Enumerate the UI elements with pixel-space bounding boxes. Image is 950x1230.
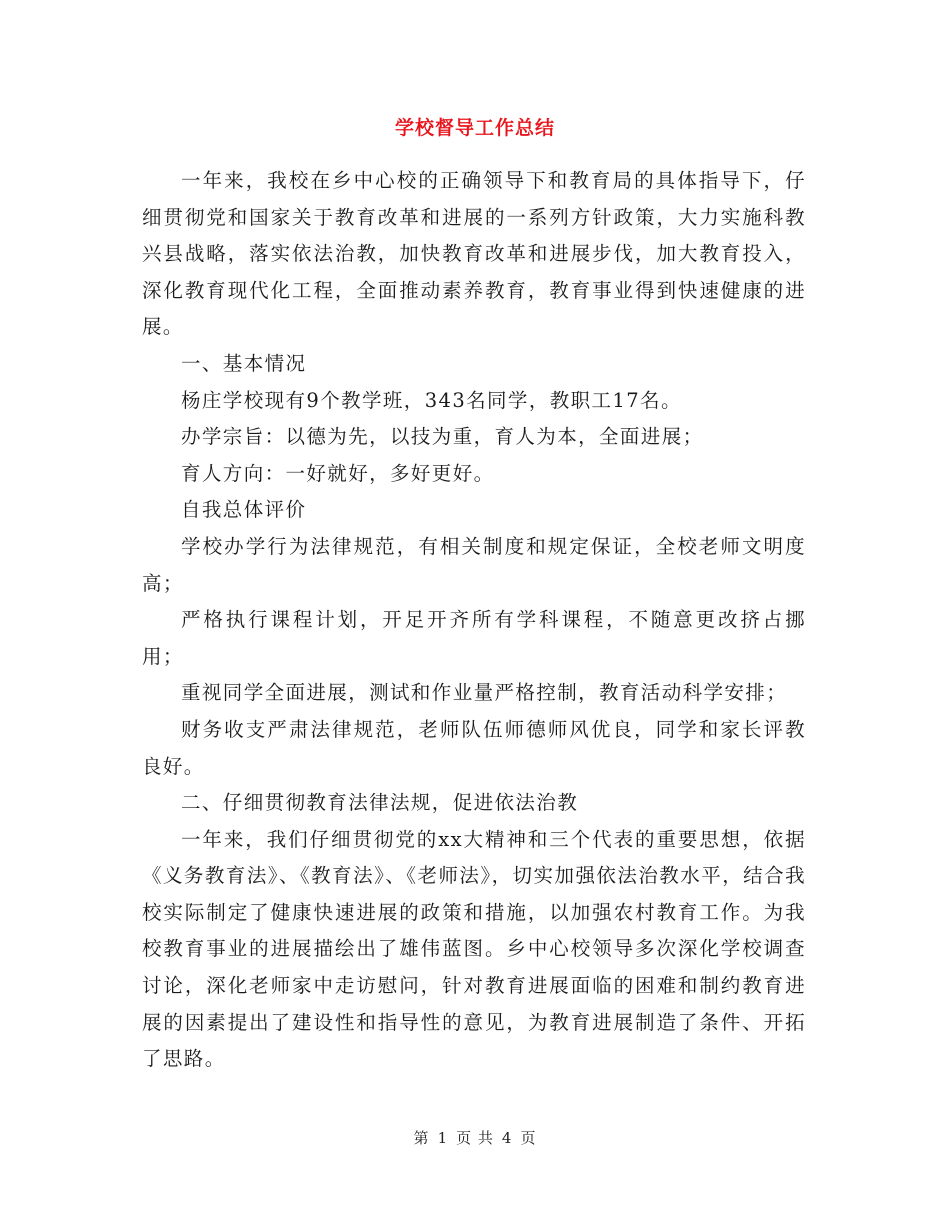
page-footer <box>0 1127 950 1148</box>
page-label-middle: 页 共 <box>456 1129 494 1147</box>
page-number: 1 <box>437 1129 449 1147</box>
school-motto-paragraph: 办学宗旨：以德为先，以技为重，育人为本，全面进展； <box>181 425 704 449</box>
self-evaluation-heading: 自我总体评价 <box>181 498 307 522</box>
total-pages: 4 <box>501 1129 513 1147</box>
law-implementation-paragraph: 一年来，我们仔细贯彻党的xx大精神和三个代表的重要思想，依据《义务教育法》、《教育法》、《老师法》，切实加强依法治教水平，结合我校实际制定了健康快速进展的政策和措施，以加强农村教育工作。为我校教育事业的进展描绘出了雄伟蓝图。乡中心校领导多次深化学校调查讨论，深化老师家中走访慰问，针对教育进展面临的困难和制约教育进展的因素提出了建设性和指导性的意见，为教育进展制造了条件、开拓了思路。 <box>142 827 806 1071</box>
evaluation-item-curriculum: 严格执行课程计划，开足开齐所有学科课程，不随意更改挤占挪用； <box>142 608 806 668</box>
page-label-suffix: 页 <box>520 1129 537 1147</box>
intro-paragraph: 一年来，我校在乡中心校的正确领导下和教育局的具体指导下，仔细贯彻党和国家关于教育改革和进展的一系列方针政策，大力实施科教兴县战略，落实依法治教，加快教育改革和进展步伐，加大教育投入，深化教育现代化工程，全面推动素养教育，教育事业得到快速健康的进展。 <box>142 169 806 339</box>
education-direction-paragraph: 育人方向：一好就好，多好更好。 <box>181 461 495 485</box>
section-heading-law: 二、仔细贯彻教育法律法规，促进依法治教 <box>181 791 579 815</box>
document-title: 学校督导工作总结 <box>394 117 555 139</box>
evaluation-item-conduct: 学校办学行为法律规范，有相关制度和规定保证，全校老师文明度高； <box>142 534 806 595</box>
evaluation-item-development: 重视同学全面进展，测试和作业量严格控制，教育活动科学安排； <box>181 681 788 705</box>
page-label-prefix: 第 <box>413 1129 430 1147</box>
evaluation-item-finance: 财务收支严肃法律规范，老师队伍师德师风优良，同学和家长评教良好。 <box>142 717 806 778</box>
school-stats-paragraph: 杨庄学校现有9个教学班，343名同学，教职工17名。 <box>181 388 682 412</box>
section-heading-basic-info: 一、基本情况 <box>181 351 307 375</box>
document-body <box>142 163 806 1078</box>
